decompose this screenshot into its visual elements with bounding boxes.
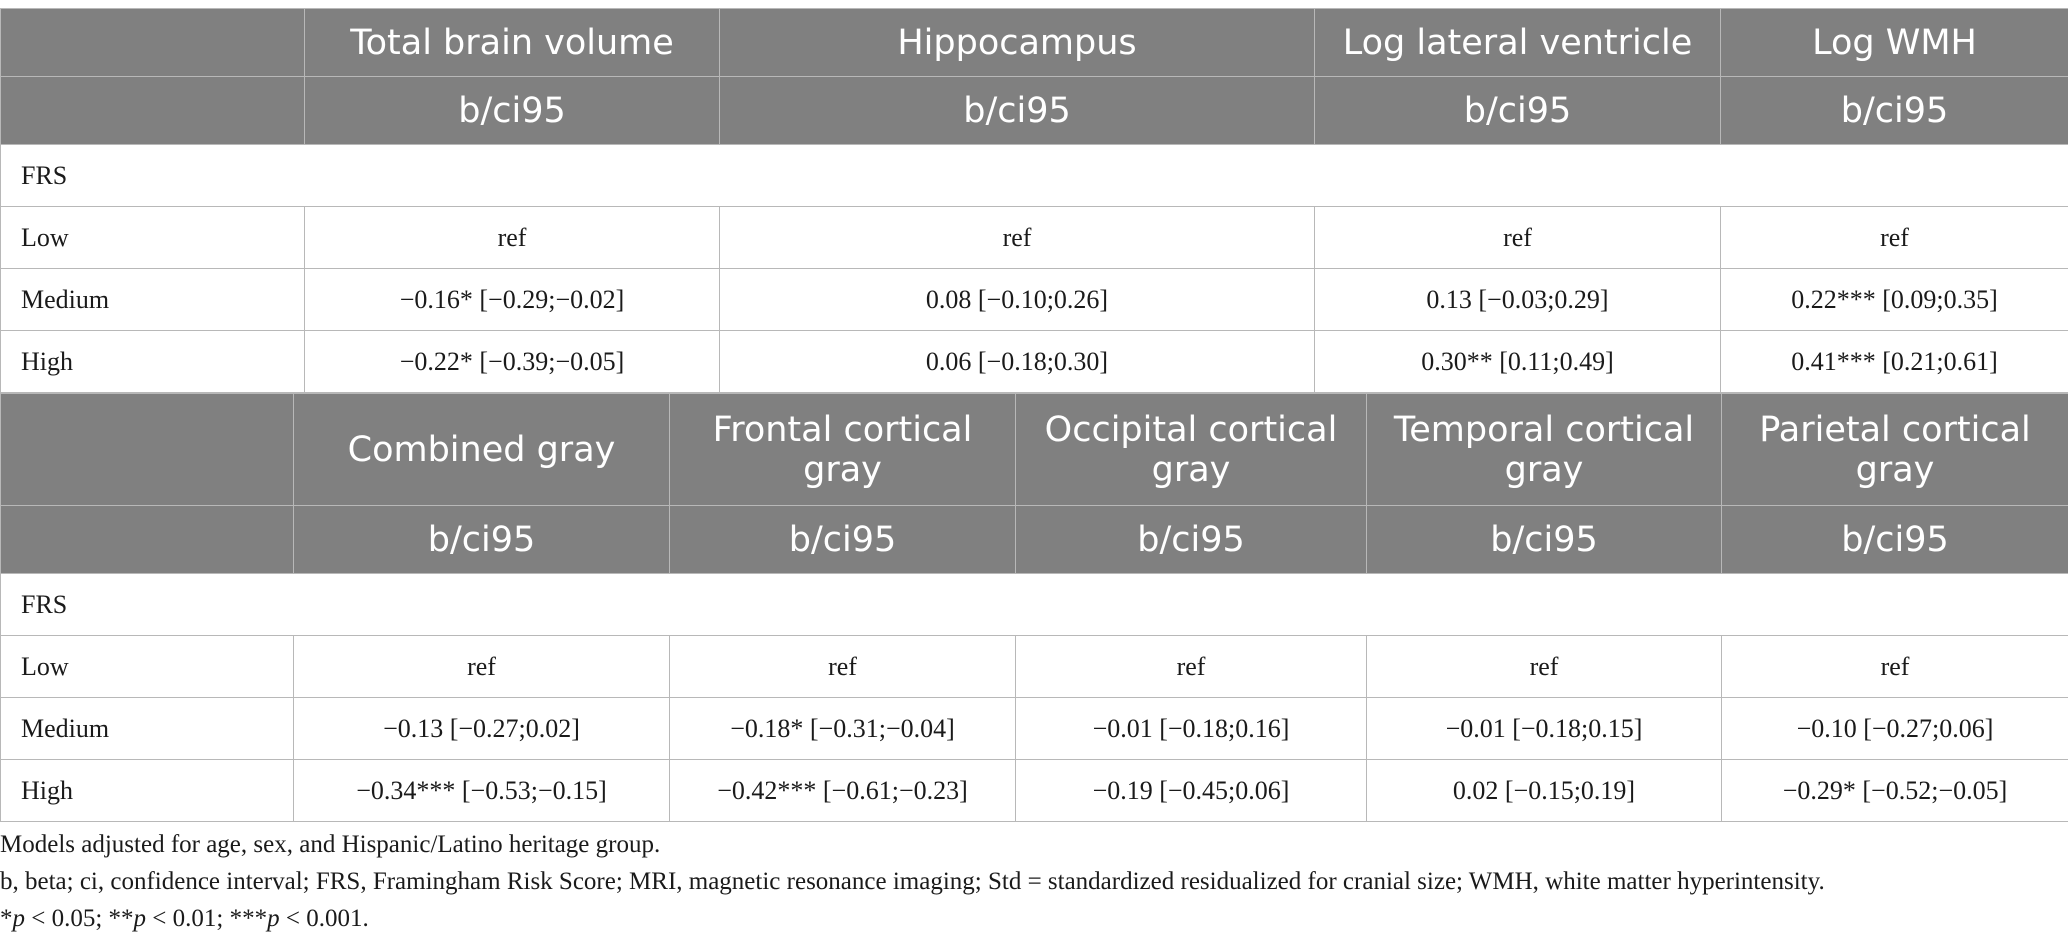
table-cell: −0.01 [−0.18;0.15] [1367,698,1722,760]
table-cell: −0.18* [−0.31;−0.04] [670,698,1016,760]
subheader-cell: b/ci95 [1016,506,1367,574]
table-cell: −0.13 [−0.27;0.02] [294,698,670,760]
table-cell: −0.16* [−0.29;−0.02] [305,269,720,331]
table-row-medium [1,698,2068,760]
header-temporal-cortical-gray: Temporal cortical gray [1367,394,1722,506]
table-cell: 0.02 [−0.15;0.19] [1367,760,1722,822]
table-row-high [1,331,2068,393]
sig-stars: * [0,905,13,932]
table-row-high [1,760,2068,822]
sig-threshold: < 0.01; [146,905,230,932]
footnote-significance [0,900,2068,937]
subheader-cell: b/ci95 [1722,506,2068,574]
table-cell: −0.19 [−0.45;0.06] [1016,760,1367,822]
table-cell: ref [670,636,1016,698]
table-cell: 0.06 [−0.18;0.30] [720,331,1315,393]
header-frontal-cortical-gray: Frontal cortical gray [670,394,1016,506]
table-cell: ref [1016,636,1367,698]
row-label: Low [1,636,294,698]
header-combined-gray: Combined gray [294,394,670,506]
sig-stars: ** [108,905,134,932]
header-hippocampus: Hippocampus [720,9,1315,77]
header-row [1,394,2068,506]
table-cell: 0.41*** [0.21;0.61] [1721,331,2068,393]
p-symbol: p [267,905,280,932]
group-label-frs: FRS [1,574,2068,636]
table-cell: 0.08 [−0.10;0.26] [720,269,1315,331]
header-row [1,9,2068,77]
subheader-cell: b/ci95 [1367,506,1722,574]
group-row-frs [1,574,2068,636]
table-cell: ref [305,207,720,269]
table-cell: −0.01 [−0.18;0.16] [1016,698,1367,760]
row-label: High [1,331,305,393]
table-cell: −0.42*** [−0.61;−0.23] [670,760,1016,822]
row-label: Low [1,207,305,269]
table-cell: ref [1315,207,1721,269]
table-cell: 0.13 [−0.03;0.29] [1315,269,1721,331]
subheader-row [1,77,2068,145]
subheader-cell: b/ci95 [1721,77,2068,145]
subheader-cell-empty [1,77,305,145]
table-cell: −0.34*** [−0.53;−0.15] [294,760,670,822]
header-parietal-cortical-gray: Parietal cortical gray [1722,394,2068,506]
table-cell: ref [294,636,670,698]
p-symbol: p [133,905,147,932]
subheader-cell: b/ci95 [305,77,720,145]
subheader-cell-empty [1,506,294,574]
table-cell: 0.30** [0.11;0.49] [1315,331,1721,393]
subheader-cell: b/ci95 [294,506,670,574]
table-cell: 0.22*** [0.09;0.35] [1721,269,2068,331]
subheader-cell: b/ci95 [670,506,1016,574]
group-label-frs: FRS [1,145,2068,207]
sig-stars: *** [229,905,268,932]
results-table-global [0,8,2068,393]
header-total-brain-volume: Total brain volume [305,9,720,77]
table-cell: −0.22* [−0.39;−0.05] [305,331,720,393]
subheader-cell: b/ci95 [720,77,1315,145]
table-cell: ref [1367,636,1722,698]
table-cell: −0.10 [−0.27;0.06] [1722,698,2068,760]
sig-threshold: < 0.001. [279,905,369,932]
p-symbol: p [12,905,25,932]
subheader-row [1,506,2068,574]
table-cell: ref [1722,636,2068,698]
table-row-low [1,207,2068,269]
footnote-abbreviations: b, beta; ci, confidence interval; FRS, Framingham Risk Score; MRI, magnetic resonance imaging; Std = standardized residualized for cranial size; WMH, white matter hyperintensity. [0,868,1825,895]
table-row-low [1,636,2068,698]
header-log-wmh: Log WMH [1721,9,2068,77]
row-label: Medium [1,698,294,760]
results-table-gray-matter [0,393,2068,822]
footnote-adjustment: Models adjusted for age, sex, and Hispanic/Latino heritage group. [0,831,661,858]
sig-threshold: < 0.05; [25,905,109,932]
header-log-lateral-ventricle: Log lateral ventricle [1315,9,1721,77]
table-row-medium [1,269,2068,331]
table-footnotes [0,826,2068,937]
row-label: High [1,760,294,822]
header-cell-empty [1,394,294,506]
header-occipital-cortical-gray: Occipital cortical gray [1016,394,1367,506]
row-label: Medium [1,269,305,331]
group-row-frs [1,145,2068,207]
header-cell-empty [1,9,305,77]
table-cell: −0.29* [−0.52;−0.05] [1722,760,2068,822]
table-cell: ref [720,207,1315,269]
subheader-cell: b/ci95 [1315,77,1721,145]
table-cell: ref [1721,207,2068,269]
